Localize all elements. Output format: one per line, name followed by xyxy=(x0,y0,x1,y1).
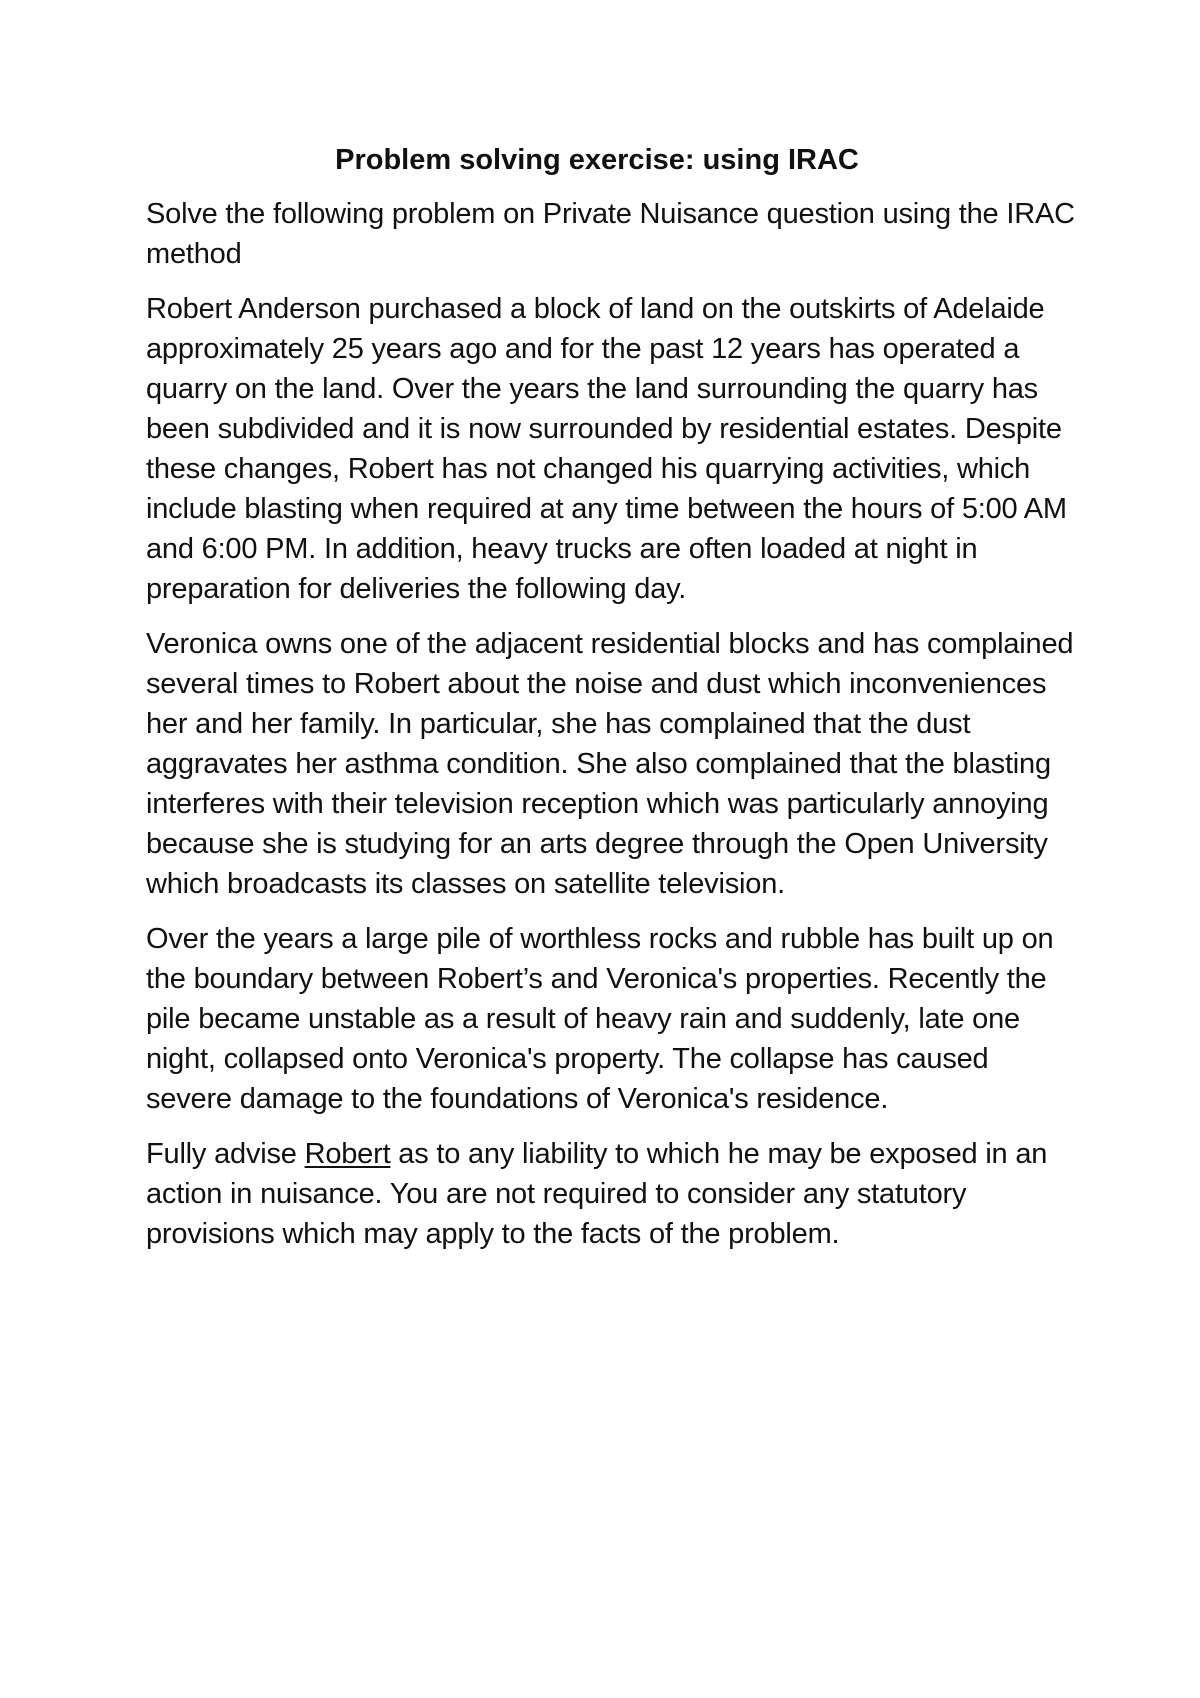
facts-paragraph-quarry: Robert Anderson purchased a block of land on the outskirts of Adelaide approximately 25 years ago and for the past 12 years has operated a quarry on the land. Over the years the land surrounding the quarry has been subdivided and it is now surrounded by residential estates. Despite these changes, Robert has not changed his quarrying activities, which include blasting when required at any time between the hours of 5:00 AM and 6:00 PM. In addition, heavy trucks are often loaded at night in preparation for deliveries the following day. xyxy=(146,293,1067,605)
instruction-paragraph xyxy=(146,1134,1076,1254)
underlined-name: Robert xyxy=(304,1138,391,1170)
facts-paragraph-complaints: Veronica owns one of the adjacent residential blocks and has complained several times to Robert about the noise and dust which inconveniences her and her family. In particular, she has complained that the dust aggravates her asthma condition. She also complained that the blasting interferes with their television reception which was particularly annoying because she is studying for an arts degree through the Open University which broadcasts its classes on satellite television. xyxy=(146,628,1074,900)
instruction-text-after: as to any liability to which he may be exposed in an action in nuisance. You are not required to consider any statutory provisions which may apply to the facts of the problem. xyxy=(146,1138,1048,1250)
intro-paragraph: Solve the following problem on Private Nuisance question using the IRAC method xyxy=(146,198,1075,270)
instruction-text-before: Fully advise xyxy=(146,1138,305,1170)
document-title: Problem solving exercise: using IRAC xyxy=(335,144,859,176)
facts-paragraph-rubble: Over the years a large pile of worthless rocks and rubble has built up on the boundary between Robert’s and Veronica's properties. Recently the pile became unstable as a result of heavy rain and suddenly, late one night, collapsed onto Veronica's property. The collapse has caused severe damage to the foundations of Veronica's residence. xyxy=(146,923,1054,1115)
document-body xyxy=(146,140,1076,1269)
